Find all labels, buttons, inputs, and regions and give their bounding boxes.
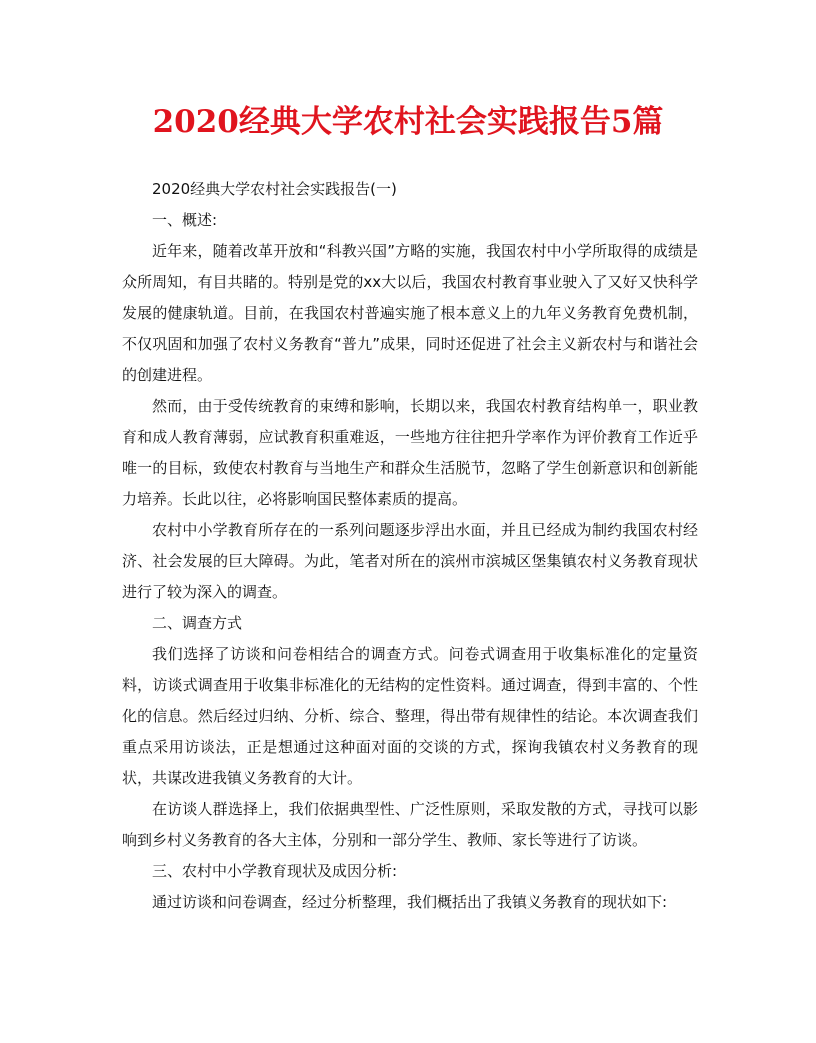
document-body <box>122 174 698 918</box>
paragraph: 农村中小学教育所存在的一系列问题逐步浮出水面，并且已经成为制约我国农村经济、社会发展的巨大障碍。为此，笔者对所在的滨州市滨城区堡集镇农村义务教育现状进行了较为深入的调查。 <box>122 521 698 601</box>
paragraph: 通过访谈和问卷调查，经过分析整理，我们概括出了我镇义务教育的现状如下: <box>152 893 668 911</box>
section-heading-survey-method: 二、调查方式 <box>152 614 243 632</box>
paragraph: 近年来，随着改革开放和“科教兴国”方略的实施，我国农村中小学所取得的成绩是众所周知，有目共睹的。特别是党的xx大以后，我国农村教育事业驶入了又好又快科学发展的健康轨道。目前，在我国农村普遍实施了根本意义上的九年义务教育免费机制，不仅巩固和加强了农村义务教育“普九”成果，同时还促进了社会主义新农村与和谐社会的创建进程。 <box>122 242 698 384</box>
section-heading-overview: 一、概述: <box>152 211 218 229</box>
section-heading-status-analysis: 三、农村中小学教育现状及成因分析: <box>152 862 398 880</box>
document-title: 2020经典大学农村社会实践报告5篇 <box>152 104 664 140</box>
report-subtitle: 2020经典大学农村社会实践报告(一) <box>152 180 397 198</box>
paragraph: 在访谈人群选择上，我们依据典型性、广泛性原则，采取发散的方式，寻找可以影响到乡村义务教育的各大主体，分别和一部分学生、教师、家长等进行了访谈。 <box>122 800 698 849</box>
paragraph: 我们选择了访谈和问卷相结合的调查方式。问卷式调查用于收集标准化的定量资料，访谈式调查用于收集非标准化的无结构的定性资料。通过调查，得到丰富的、个性化的信息。然后经过归纳、分析、综合、整理，得出带有规律性的结论。本次调查我们重点采用访谈法，正是想通过这种面对面的交谈的方式，探询我镇农村义务教育的现状，共谋改进我镇义务教育的大计。 <box>122 645 698 787</box>
paragraph: 然而，由于受传统教育的束缚和影响，长期以来，我国农村教育结构单一，职业教育和成人教育薄弱，应试教育积重难返，一些地方往往把升学率作为评价教育工作近乎唯一的目标，致使农村教育与当地生产和群众生活脱节，忽略了学生创新意识和创新能力培养。长此以往，必将影响国民整体素质的提高。 <box>122 397 698 508</box>
